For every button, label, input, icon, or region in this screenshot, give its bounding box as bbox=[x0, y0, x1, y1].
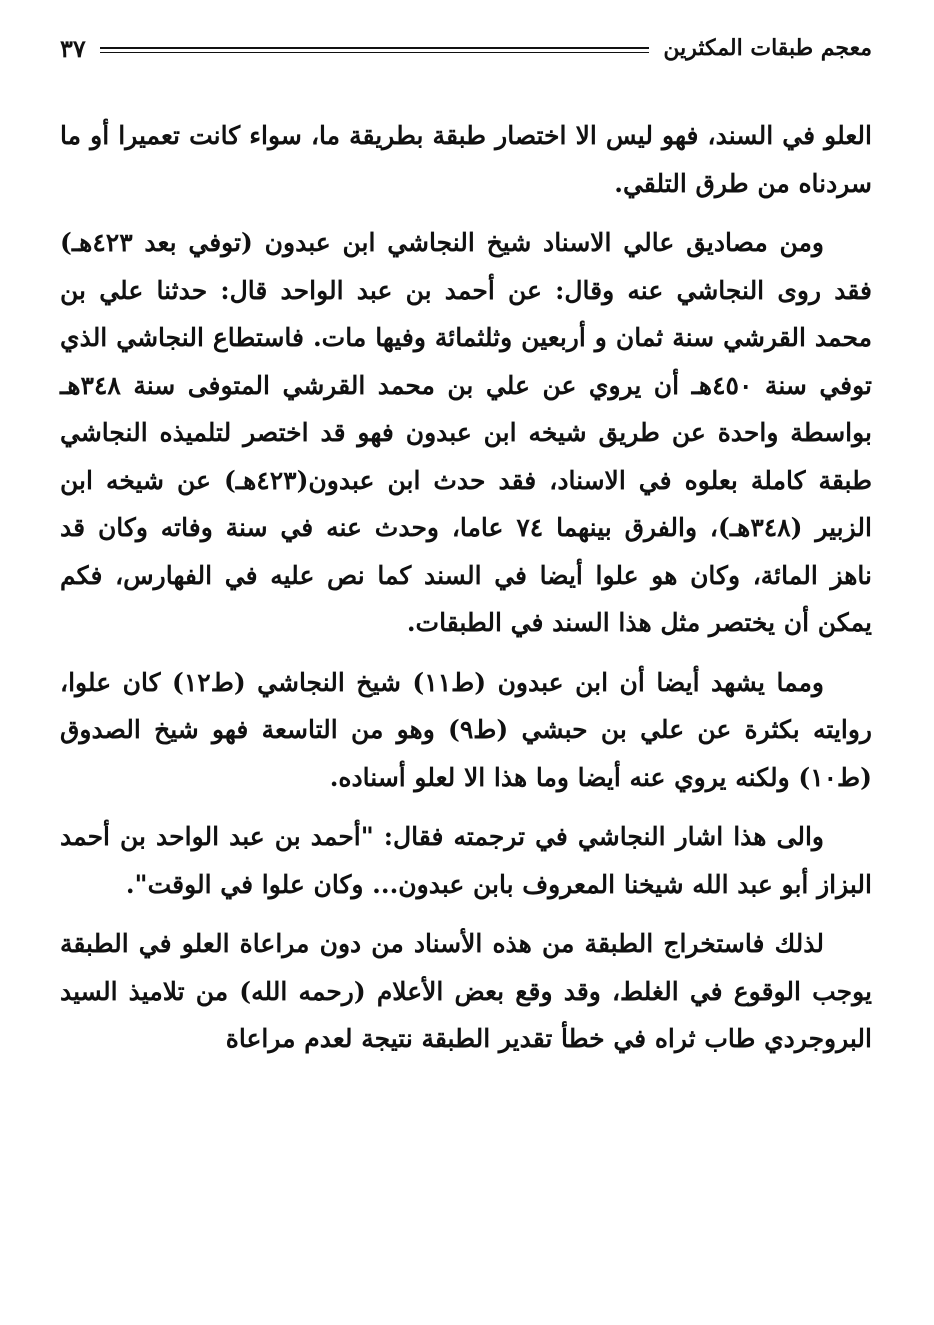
paragraph-continuation: العلو في السند، فهو ليس الا اختصار طبقة بطريقة ما، سواء كانت تعميرا أو ما سردناه من طرق التلقي. bbox=[60, 121, 872, 198]
paragraph-evidence: ومما يشهد أيضا أن ابن عبدون (ط١١) شيخ النجاشي (ط١٢) كان علوا، روايته بكثرة عن علي بن حبشي (ط٩) وهو من التاسعة فهو شيخ الصدوق (ط١٠) ولكنه يروي عنه أيضا وما هذا الا لعلو أسناده. bbox=[60, 667, 872, 792]
running-header bbox=[60, 28, 872, 68]
paragraph-conclusion: لذلك فاستخراج الطبقة من هذه الأسناد من دون مراعاة العلو في الطبقة يوجب الوقوع في الغلط، وقد وقع بعض الأعلام (رحمه الله) من تلاميذ السيد البروجردي طاب ثراه في خطأ تقدير الطبقة نتيجة لعدم مراعاة bbox=[60, 929, 872, 1053]
book-title: معجم طبقات المكثرين bbox=[663, 35, 872, 61]
paragraph-najashi-quote: والى هذا اشار النجاشي في ترجمته فقال: "أحمد بن عبد الواحد بن أحمد البزاز أبو عبد الله شيخنا المعروف بابن عبدون... وكان علوا في الوقت". bbox=[60, 822, 872, 899]
header-rule bbox=[100, 47, 650, 53]
page-number: ٣٧ bbox=[60, 33, 86, 63]
paragraph-ibn-abdun: ومن مصاديق عالي الاسناد شيخ النجاشي ابن عبدون (توفي بعد ٤٢٣هـ) فقد روى النجاشي عنه وقال: عن أحمد بن عبد الواحد قال: حدثنا علي بن محمد القرشي سنة ثمان و أربعين وثلثمائة وفيها مات. فاستطاع النجاشي الذي توفي سنة ٤٥٠هـ أن يروي عن علي بن محمد القرشي المتوفى سنة ٣٤٨هـ بواسطة واحدة عن طريق شيخه ابن عبدون فهو قد اختصر لتلميذه النجاشي طبقة كاملة بعلوه في الاسناد، فقد حدث ابن عبدون(٤٢٣هـ) عن شيخه ابن الزبير (٣٤٨هـ)، والفرق بينهما ٧٤ عاما، وحدث عنه في سنة وفاته وكان قد ناهز المائة، وكان هو علوا أيضا في السند كما نص عليه في الفهارس، فكم يمكن أن يختصر مثل هذا السند في الطبقات. bbox=[60, 228, 872, 637]
body-text bbox=[60, 112, 872, 1075]
